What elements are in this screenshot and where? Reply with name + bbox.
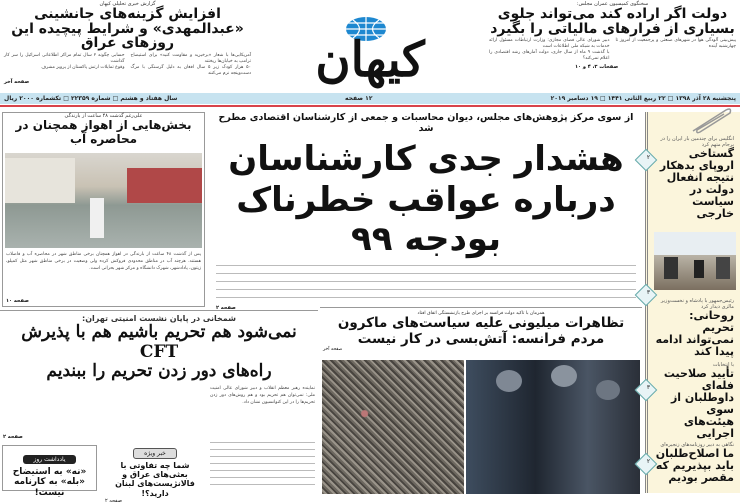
headline: درباره عواقب خطرناک بودجه ۹۹: [236, 180, 616, 260]
page-ref: صفحه آخر: [4, 79, 30, 86]
page-ref: صفحه ۲: [216, 305, 236, 312]
kicker: رئیس‌جمهور با پادشاه و نخست‌وزیر مالزی دیدار کرد: [660, 298, 734, 310]
bullet: آمریکایی‌ها با شعار «برخیزید و مقاومت کنید» برای استیضاح ترامپ به خیابان‌ها ریختند: [130, 53, 251, 65]
sidebar-item[interactable]: [648, 112, 740, 220]
kicker: علی‌رغم گذشت ۴۸ ساعت از بارندگی: [64, 113, 143, 119]
logo-text: کیهان: [315, 32, 425, 88]
rouhani-meeting-photo: [654, 232, 736, 290]
page-ref: صفحه ۲: [3, 434, 23, 440]
headline: مردم فرانسه: آتش‌بسی در کار نیست: [357, 330, 605, 347]
headline: «نه» به استیضاح «بله» به کارنامه نیست!: [12, 467, 87, 498]
page-ref: صفحات ۳، ۴ و ۱۰: [575, 64, 619, 71]
page-marker: ۳: [635, 379, 658, 402]
headline: راه‌های دور زدن تحریم را ببندیم: [46, 361, 272, 382]
headline: بخش‌هایی از اهواز همچنان در محاصره آب: [15, 118, 192, 146]
body-text: [216, 265, 636, 305]
kicker: از سوی مرکز پژوهش‌های مجلس، دیوان محاسبات و جمعی از کارشناسان اقتصادی مطرح شد: [218, 112, 634, 134]
cft-story[interactable]: [0, 310, 318, 406]
page-ref: صفحه ۲: [105, 497, 122, 504]
kicker: با انتخابات: [712, 362, 734, 368]
headline: نمی‌شود هم تحریم باشیم هم با پذیرش CFT: [21, 322, 297, 362]
news-tag: خبر ویژه: [133, 448, 177, 459]
sidebar-item[interactable]: [646, 289, 740, 358]
sidebar-item[interactable]: [648, 436, 740, 484]
headline: تظاهرات میلیونی علیه سیاست‌های ماکرون: [337, 315, 625, 331]
bullet: ۵۰ هزار کودک زیر ۵ سال افغان به دلیل گرسنگی با مرگ دست‌وپنجه نرم می‌کنند: [130, 65, 251, 77]
bullet: وقوع تمایلات ارتش پاکستان از پرویز مشرف: [41, 65, 125, 71]
page-ref: صفحه آخر: [323, 347, 343, 353]
bullet: پیش‌بینی آلودگی هوا در شهرهای صنعتی و پرجمعیت از امروز تا چهارشنبه آینده: [615, 38, 736, 50]
headline: ما اصلاح‌طلبان باید بپذیریم که مقصر بودیم: [655, 447, 734, 484]
kicker: نگاهی به دبیر روزنامه‌های زنجیره‌ای: [660, 442, 734, 448]
police-photo: [466, 360, 640, 494]
bullet: حسابی چگونه ۲ سال تمام مراکز اطلاعاتی اسرائیل را سر کار گذاشت: [4, 53, 125, 65]
page-ref: صفحه ۱۰: [6, 298, 29, 304]
bullet: دبیر شورای عالی فضای مجازی: وزارت ارتباطات مسئول ارائه خدمات به شبکه ملی اطلاعات است: [489, 38, 610, 50]
note-tag: یادداشت روز: [23, 455, 75, 464]
issue-date: پنجشنبه ۲۸ آذر ۱۳۹۸ □ ۲۲ ربیع الثانی ۱۴۴۱ □ ۱۹ دسامبر ۲۰۱۹: [550, 95, 736, 102]
kicker: سخنگوی کمیسیون عمران مجلس:: [576, 1, 649, 7]
page-marker: ۳: [635, 284, 658, 307]
headline: گستاخی اروپای بدهکار نتیجه انفعال دولت در سیاست خارجی: [659, 147, 734, 220]
ahvaz-flood-story[interactable]: [2, 112, 205, 307]
special-news[interactable]: [105, 440, 205, 504]
divider: [0, 105, 740, 107]
headline: دولت اگر اراده کند می‌تواند جلوی بسیاری از فرارهای مالیاتی را بگیرد: [490, 6, 735, 37]
headline: افزایش گزینه‌های جانشینی «عبدالمهدی» و شرایط پیچیده این روزهای عراق: [11, 6, 244, 52]
note-of-day[interactable]: [2, 445, 97, 498]
headline: تأیید صلاحیت فله‌ای داوطلبان از سوی هیئت‌های اجرایی: [663, 367, 734, 440]
page-marker: ۲: [635, 149, 658, 172]
bullet: با گذشت ۹ ماه از سال جاری، دولت آمارهای رشد اقتصادی را اعلام نمی‌کند؟: [489, 50, 610, 62]
body-text: نماینده رهبر معظم انقلاب و دبیر شورای عالی امنیت ملی: نمی‌توان هم تحریم بود و هم روش‌های دور زدن تحریم‌ها را در این کنوانسیون نشان داد.: [210, 385, 315, 405]
kicker: همزمان با تاکید دولت فرانسه بر اجرای طرح بازنشستگی اتفاق افتاد: [417, 311, 545, 316]
kicker: انگلیس برای چندمین بار ایران را در برجام متهم کرد: [660, 136, 734, 148]
headline: روحانی: تحریم نمی‌تواند ادامه پیدا کند: [655, 309, 734, 358]
masthead-right-story[interactable]: [485, 0, 740, 92]
issue-number: سال هفتاد و هشتم □ شماره ۲۲۳۵۹ □ تکشماره ۲۰۰۰ ریال: [4, 95, 178, 102]
sidebar: [645, 112, 740, 493]
kicker: شمخانی در پایان نشست امنیتی تهران:: [82, 314, 236, 323]
logo: [260, 0, 480, 92]
kicker: گزارش خبری تحلیلی کیهان: [99, 1, 156, 7]
flood-photo: [5, 153, 202, 248]
headline: شما چه تفاوتی با بعثی‌های عراق و فالانژیست‌های لبنان دارید؟!: [115, 461, 195, 498]
france-protest-story[interactable]: [320, 307, 642, 493]
page-count: ۱۲ صفحه: [345, 95, 373, 102]
body-text: پس از گذشت ۴۸ ساعت از بارندگی در اهواز همچنان برخی مناطق شهر در محاصره آب و فاضلاب هستند. هرچند آب در مناطق محدودی فروکش کرده ولی وضعیت در برخی مناطق شهر مثل کمپلو، زیتون، پادادشهر، شهرک دانشگاه و مرکز شهر بحرانی است.: [6, 252, 201, 271]
crowd-photo: [322, 360, 464, 494]
issue-info-band: [0, 93, 740, 104]
sidebar-item[interactable]: [648, 356, 740, 440]
page-marker: ۲: [635, 453, 658, 476]
headline: هشدار جدی کارشناسان: [228, 139, 624, 179]
body-text-lines: [210, 442, 315, 490]
lead-story[interactable]: [210, 110, 642, 312]
masthead-left-story[interactable]: [0, 0, 255, 92]
